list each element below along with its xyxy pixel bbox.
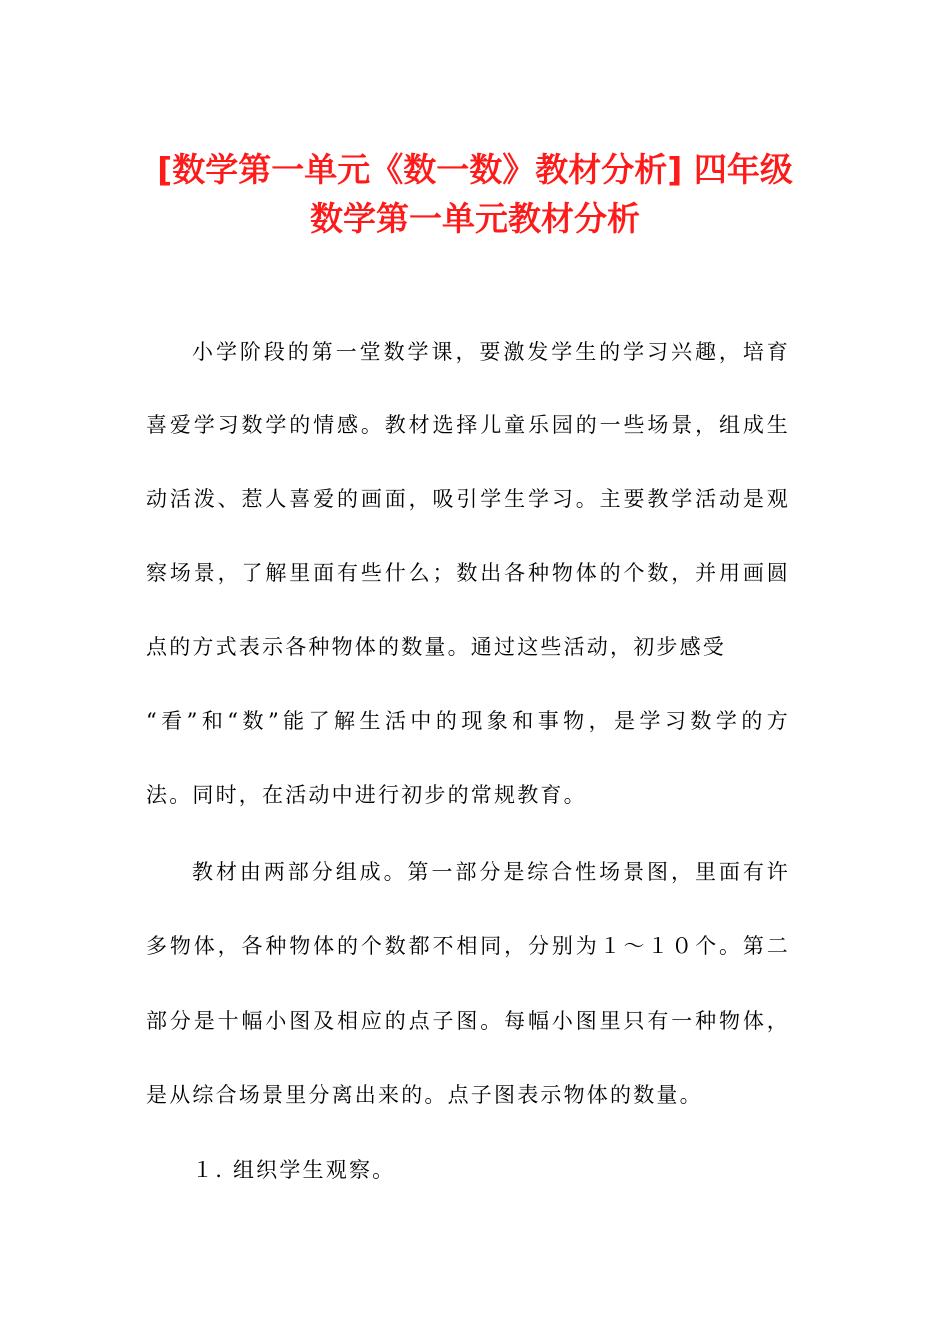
- paragraph-2-line-2: 多物体，各种物体的个数都不相同，分别为１～１０个。第二: [146, 934, 790, 958]
- list-item-1: １. 组织学生观察。: [192, 1158, 396, 1182]
- document-title-line-1: [数学第一单元《数一数》教材分析] 四年级: [157, 150, 793, 189]
- paragraph-1-line-7: 法。同时，在活动中进行初步的常规教育。: [146, 783, 587, 807]
- paragraph-1-line-4: 察场景，了解里面有些什么；数出各种物体的个数，并用画圆: [146, 561, 790, 585]
- document-title-line-2: 数学第一单元教材分析: [310, 199, 640, 238]
- paragraph-2-line-1: 教材由两部分组成。第一部分是综合性场景图，里面有许: [192, 860, 790, 884]
- paragraph-1-line-3: 动活泼、惹人喜爱的画面，吸引学生学习。主要教学活动是观: [146, 487, 790, 511]
- paragraph-1-line-5: 点的方式表示各种物体的数量。通过这些活动，初步感受: [146, 635, 726, 659]
- paragraph-1-line-2: 喜爱学习数学的情感。教材选择儿童乐园的一些场景，组成生: [146, 413, 790, 437]
- paragraph-2-line-4: 是从综合场景里分离出来的。点子图表示物体的数量。: [146, 1083, 703, 1107]
- paragraph-1-line-1: 小学阶段的第一堂数学课，要激发学生的学习兴趣，培育: [192, 340, 790, 364]
- paragraph-2-line-3: 部分是十幅小图及相应的点子图。每幅小图里只有一种物体，: [146, 1009, 790, 1033]
- paragraph-1-line-6: “看”和“数”能了解生活中的现象和事物，是学习数学的方: [146, 709, 790, 733]
